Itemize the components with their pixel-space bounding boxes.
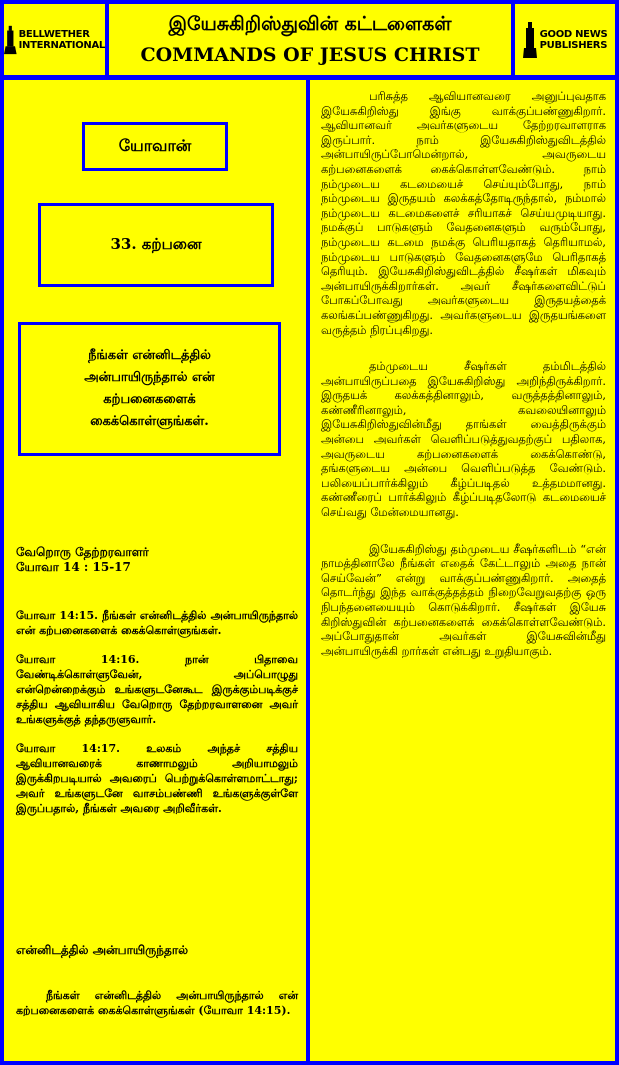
good-news-logo-icon — [523, 20, 537, 60]
subheading: என்னிடத்தில் அன்பாயிருந்தால் — [16, 943, 189, 957]
section-title: வேறொரு தேற்றரவாளர் — [16, 545, 149, 559]
title-panel — [109, 4, 511, 75]
verse-16: யோவா 14:16. நான் பிதாவை வேண்டிக்கொள்ளுவேன், அப்பொழுது என்றென்றைக்கும் உங்களுடனேகூட இருக்கும்படிக்குச் சத்திய ஆவியாகிய வேறொரு தேற்றரவாளனை அவர் உங்களுக்குத் தந்தருளுவார். — [16, 653, 298, 726]
book-name: யோவான் — [118, 136, 192, 155]
verse-17: யோவா 14:17. உலகம் அந்தச் சத்திய ஆவியானவரைக் காணாமலும் அறியாமலும் இருக்கிறபடியால் அவரைப் பெற்றுக்கொள்ளமாட்டாது; அவர் உங்களுடனே வாசம்பண்ணி உங்களுக்குள்ளே இருப்பதால், நீங்கள் அவரை அறிவீர்கள். — [16, 742, 298, 815]
right-logo-text: GOOD NEWS PUBLISHERS — [539, 28, 608, 51]
command-text: நீங்கள் என்னிடத்தில் அன்பாயிருந்தால் என் கற்பனைகளைக் கைக்கொள்ளுங்கள். — [84, 348, 215, 429]
commentary-paragraph-2: தம்முடைய சீஷர்கள் தம்மிடத்தில் அன்பாயிருப்பதை இயேசுகிறிஸ்து அறிந்திருக்கிறார். இருதயக் கலக்கத்தினாலும், வருத்தத்தினாலும், கண்ணீரினாலும், கவலையினாலும் இயேசுகிறிஸ்துவின்மீது தாங்கள் வைத்திருக்கும் அன்பை அவர்கள் வெளிப்படுத்துவதற்குப் பதிலாக, அவருடைய கற்பனைகளைக் கைக்கொண்டு, தங்களுடைய அன்பை வெளிப்படுத்த வேண்டும். பலியைப்பார்க்கிலும் கீழ்ப்படிதல் உத்தமமானது. கண்ணீரைப் பார்க்கிலும் கீழ்ப்படிதலோடு கடமையைச் செய்வது மேன்மையானது. — [321, 359, 606, 520]
bellwether-logo-icon — [4, 20, 17, 60]
section-heading — [16, 545, 298, 575]
section-reference: யோவா 14 : 15-17 — [16, 560, 131, 574]
verses — [16, 608, 298, 830]
right-logo-panel — [515, 4, 615, 75]
commentary-paragraph-1: பரிசுத்த ஆவியானவரை அனுப்புவதாக இயேசுகிறிஸ்து இங்கு வாக்குப்பண்ணுகிறார். ஆவியானவர் அவர்களுடைய தேற்றரவாளராக இருப்பார். நாம் இயேசுகிறிஸ்துவிடத்தில் அன்பாயிருப்போமென்றால், அவருடைய கற்பனைகளைக் கைக்கொள்ளவேண்டும். நாம் நம்முடைய கடமையைச் செய்யும்போது, நாம் நம்முடைய இருதயம் கலக்கத்தோடிருந்தால், நம்மால் நம்முடைய கடமைகளைச் சரியாகச் செய்யமுடியாது. நமக்குப் பாடுகளும் வேதனைகளும் வரும்போது, நம்முடைய கடமை நமக்கு பெரியதாகத் தெரியாமல், நம்முடைய பாடுகளும் வேதனைகளுமே பெரிதாகத் தெரியும். இயேசுகிறிஸ்துவிடத்தில் சீஷர்கள் மிகவும் அன்பாயிருக்கிறார்கள். அவர் சீஷர்களைவிட்டுப் போகப்போவது அவர்களுடைய இருதயத்தைக் கலங்கப்பண்ணுகிறது. அவர்களுடைய இருதயங்களை வருத்தம் நிரப்புகிறது. — [321, 89, 606, 337]
verse-15: யோவா 14:15. நீங்கள் என்னிடத்தில் அன்பாயிருந்தால் என் கற்பனைகளைக் கைக்கொள்ளுங்கள். — [16, 609, 298, 637]
commentary-paragraph-3: இயேசுகிறிஸ்து தம்முடைய சீஷர்களிடம் “என் நாமத்தினாலே நீங்கள் எதைக் கேட்டாலும் அதை நான் செய்வேன்” என்று வாக்குப்பண்ணுகிறார். அதைத் தொடர்ந்து இந்த வாக்குத்தத்தம் நிறைவேறுவதற்கு ஒரு நிபந்தனையையும் கொடுக்கிறார். சீஷர்கள் இயேசு கிறிஸ்துவின் கற்பனைகளைக் கைக்கொள்ளவேண்டும். அப்போதுதான் அவர்கள் இயேசுவின்மீது அன்பாயிருக்கி றார்கள் என்பது உறுதியாகும். — [321, 541, 606, 658]
title-english: COMMANDS OF JESUS CHRIST — [140, 44, 480, 66]
book-box — [82, 122, 228, 171]
title-tamil: இயேசுகிறிஸ்துவின் கட்டளைகள் — [168, 13, 452, 35]
commentary — [321, 89, 606, 680]
command-number: 33. கற்பனை — [110, 235, 202, 253]
left-logo-text: BELLWETHER INTERNATIONAL — [18, 28, 105, 51]
command-number-box — [38, 203, 274, 287]
closing-paragraph: நீங்கள் என்னிடத்தில் அன்பாயிருந்தால் என் கற்பனைகளைக் கைக்கொள்ளுங்கள் (யோவா 14:15). — [16, 989, 298, 1017]
command-box — [18, 322, 281, 456]
left-logo-panel — [4, 4, 105, 75]
